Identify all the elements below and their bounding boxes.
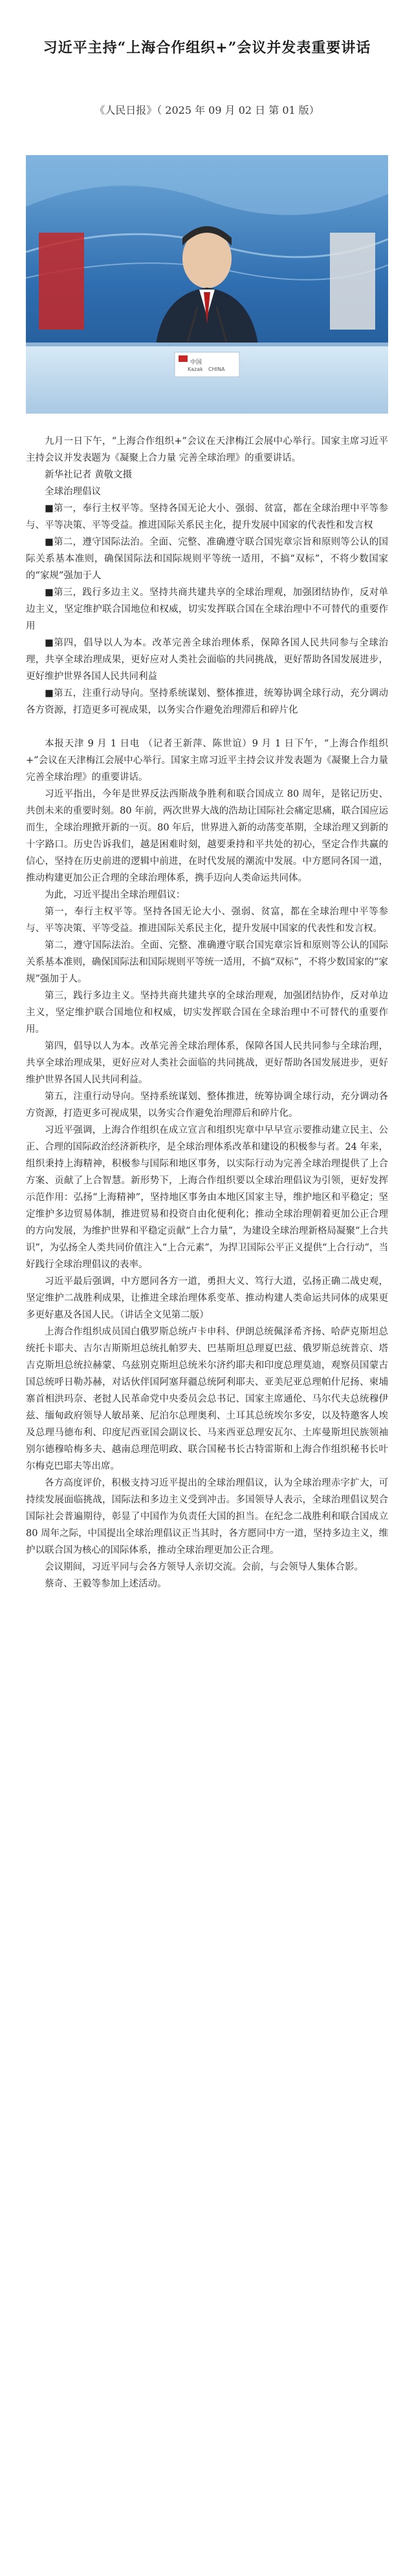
paragraph: 习近平指出，今年是世界反法西斯战争胜利和联合国成立 80 周年，是铭记历史、共创未来的重要时刻。80 年前，两次世界大战的浩劫让国际社会痛定思痛，联合国应运而生，全球治理掀开新的一页。80 年后，世界进入新的动荡变革期，全球治理又到新的十字路口。历史告诉我们，越是困难时刻，越要秉持和平共处的初心，坚定合作共赢的信心，坚持在历史前进的逻辑中前进，在时代发展的潮流中发展。中方愿同各国一道，推动构建更加公正合理的全球治理体系，携手迈向人类命运共同体。 — [26, 789, 388, 883]
paragraph: ■第四，倡导以人为本。改革完善全球治理体系，保障各国人民共同参与全球治理，共享全球治理成果，更好应对人类社会面临的共同挑战，更好帮助各国发展进步，更好维护世界各国人民共同利益 — [26, 638, 388, 682]
paragraph: 新华社记者 黄敬文摄 — [45, 470, 133, 480]
paragraph: 第二，遵守国际法治。全面、完整、准确遵守联合国宪章宗旨和原则等公认的国际关系基本准则，确保国际法和国际规则平等统一适用，不搞“双标”，不将少数国家的“家规”强加于人。 — [26, 940, 388, 984]
paragraph: ■第三，践行多边主义。坚持共商共建共享的全球治理观，加强团结协作，反对单边主义，坚定维护联合国地位和权威，切实发挥联合国在全球治理中不可替代的重要作用 — [26, 587, 388, 631]
nameplate-english: Kazak — [188, 366, 203, 372]
paragraph: 九月一日下午，“上海合作组织+”会议在天津梅江会展中心举行。国家主席习近平主持会议并发表题为《凝聚上合力量 完善全球治理》的重要讲话。 — [26, 436, 388, 463]
main-text-block — [26, 735, 388, 1592]
news-photo-illustration — [26, 155, 388, 414]
paragraph: ■第五，注重行动导向。坚持系统谋划、整体推进，统筹协调全球行动，充分调动各方资源，打造更多可视成果，以务实合作避免治理滞后和碎片化 — [26, 688, 388, 715]
news-photo — [26, 155, 388, 414]
paragraph: 全球治理倡议 — [45, 487, 101, 497]
paragraph: 会议期间，习近平同与会各方领导人亲切交流。会前，与会领导人集体合影。 — [45, 1562, 364, 1572]
paragraph: 本报天津 9 月 1 日电 （记者王新萍、陈世谊）9 月 1 日下午，“上海合作组织+”会议在天津梅江会展中心举行。国家主席习近平主持会议并发表题为《凝聚上合力量 完善全球治理》的重要讲话。 — [26, 739, 388, 783]
nameplate-country: CHINA — [208, 366, 225, 372]
paragraph: 蔡奇、王毅等参加上述活动。 — [45, 1579, 167, 1589]
paragraph: 第五，注重行动导向。坚持系统谋划、整体推进，统筹协调全球行动，充分调动各方资源，打造更多可视成果，以务实合作避免治理滞后和碎片化。 — [26, 1092, 388, 1119]
paragraph: 上海合作组织成员国白俄罗斯总统卢卡申科、伊朗总统佩泽希齐扬、哈萨克斯坦总统托卡耶夫、吉尔吉斯斯坦总统扎帕罗夫、巴基斯坦总理夏巴兹、俄罗斯总统普京、塔吉克斯坦总统拉赫蒙、乌兹别克斯坦总统米尔济约耶夫和印度总理莫迪，观察员国蒙古国总统呼日勒苏赫，对话伙伴国阿塞拜疆总统阿利耶夫、亚美尼亚总理帕什尼扬、柬埔寨首相洪玛奈、老挝人民革命党中央委员会总书记、国家主席通伦、马尔代夫总统穆伊兹、缅甸政府领导人敏昂莱、尼泊尔总理奥利、土耳其总统埃尔多安，以及特邀客人埃及总理马德布利、印度尼西亚国会副议长、马来西亚总理安瓦尔、土库曼斯坦民族领袖别尔德穆哈梅多夫、越南总理范明政、联合国秘书长古特雷斯和上海合作组织秘书长叶尔梅克巴耶夫等出席。 — [26, 1327, 388, 1472]
paragraph: 第三，践行多边主义。坚持共商共建共享的全球治理观，加强团结协作，反对单边主义，坚定维护联合国地位和权威，切实发挥联合国在全球治理中不可替代的重要作用。 — [26, 991, 388, 1035]
paragraph: 第四，倡导以人为本。改革完善全球治理体系，保障各国人民共同参与全球治理，共享全球治理成果，更好应对人类社会面临的共同挑战，更好帮助各国发展进步，更好维护世界各国人民共同利益。 — [26, 1041, 388, 1085]
paragraph: 习近平最后强调，中方愿同各方一道，勇担大义、笃行大道，弘扬正确二战史观，坚定维护二战胜利成果，让推进全球治理体系变革、推动构建人类命运共同体的成果更多更好惠及各国人民。（讲话全文见第二版） — [26, 1276, 388, 1320]
paragraph: 习近平强调，上海合作组织在成立宣言和组织宪章中早早宣示要推动建立民主、公正、合理的国际政治经济新秩序，是全球治理体系改革和建设的积极参与者。24 年来，组织秉持上海精神，积极参与国际和地区事务，以实际行动为完善全球治理提供了上合方案、贡献了上合智慧。新形势下，上海合作组织要以全球治理倡议为引领，更好发挥示范作用：弘扬“上海精神”，坚持地区事务由本地区国家主导，维护地区和平稳定；坚定维护多边贸易体制，推进贸易和投资自由化便利化；推动全球治理朝着更加公正合理的方向发展，为维护世界和平稳定贡献“上合力量”，为建设全球治理新格局凝聚“上合共识”，为弘扬全人类共同价值注入“上合元素”，为捍卫国际公平正义提供“上合行动”，当好践行全球治理倡议的表率。 — [26, 1125, 388, 1270]
photo-caption-block — [26, 433, 388, 719]
paragraph: ■第一，奉行主权平等。坚持各国无论大小、强弱、贫富，都在全球治理中平等参与、平等决策、平等受益。推进国际关系民主化，提升发展中国家的代表性和发言权 — [26, 503, 388, 531]
china-flag-icon — [179, 355, 188, 362]
paragraph: 为此，习近平提出全球治理倡议： — [45, 890, 186, 900]
article-title: 习近平主持“上海合作组织+”会议并发表重要讲话 — [43, 39, 371, 56]
paragraph: ■第二，遵守国际法治。全面、完整、准确遵守联合国宪章宗旨和原则等公认的国际关系基本准则，确保国际法和国际规则平等统一适用，不搞“双标”，不将少数国家的“家规”强加于人 — [26, 537, 388, 581]
paragraph: 各方高度评价，积极支持习近平提出的全球治理倡议，认为全球治理赤字扩大，可持续发展面临挑战，国际法和多边主义受到冲击。多国领导人表示，全球治理倡议契合国际社会普遍期待，彰显了中国作为负责任大国的担当。在纪念二战胜利和联合国成立 80 周年之际，中国提出全球治理倡议正当其时，各方愿同中方一道，坚持多边主义，维护以联合国为核心的国际体系，推动全球治理更加公正合理。 — [26, 1478, 388, 1556]
article-body — [26, 433, 388, 1592]
paragraph: 第一，奉行主权平等。坚持各国无论大小、强弱、贫富，都在全球治理中平等参与、平等决策、平等受益。推进国际关系民主化，提升发展中国家的代表性和发言权。 — [26, 907, 388, 934]
article-source: 《人民日报》（ 2025 年 09 月 02 日 第 01 版） — [94, 104, 320, 116]
nameplate-chinese: 中国 — [190, 359, 202, 366]
